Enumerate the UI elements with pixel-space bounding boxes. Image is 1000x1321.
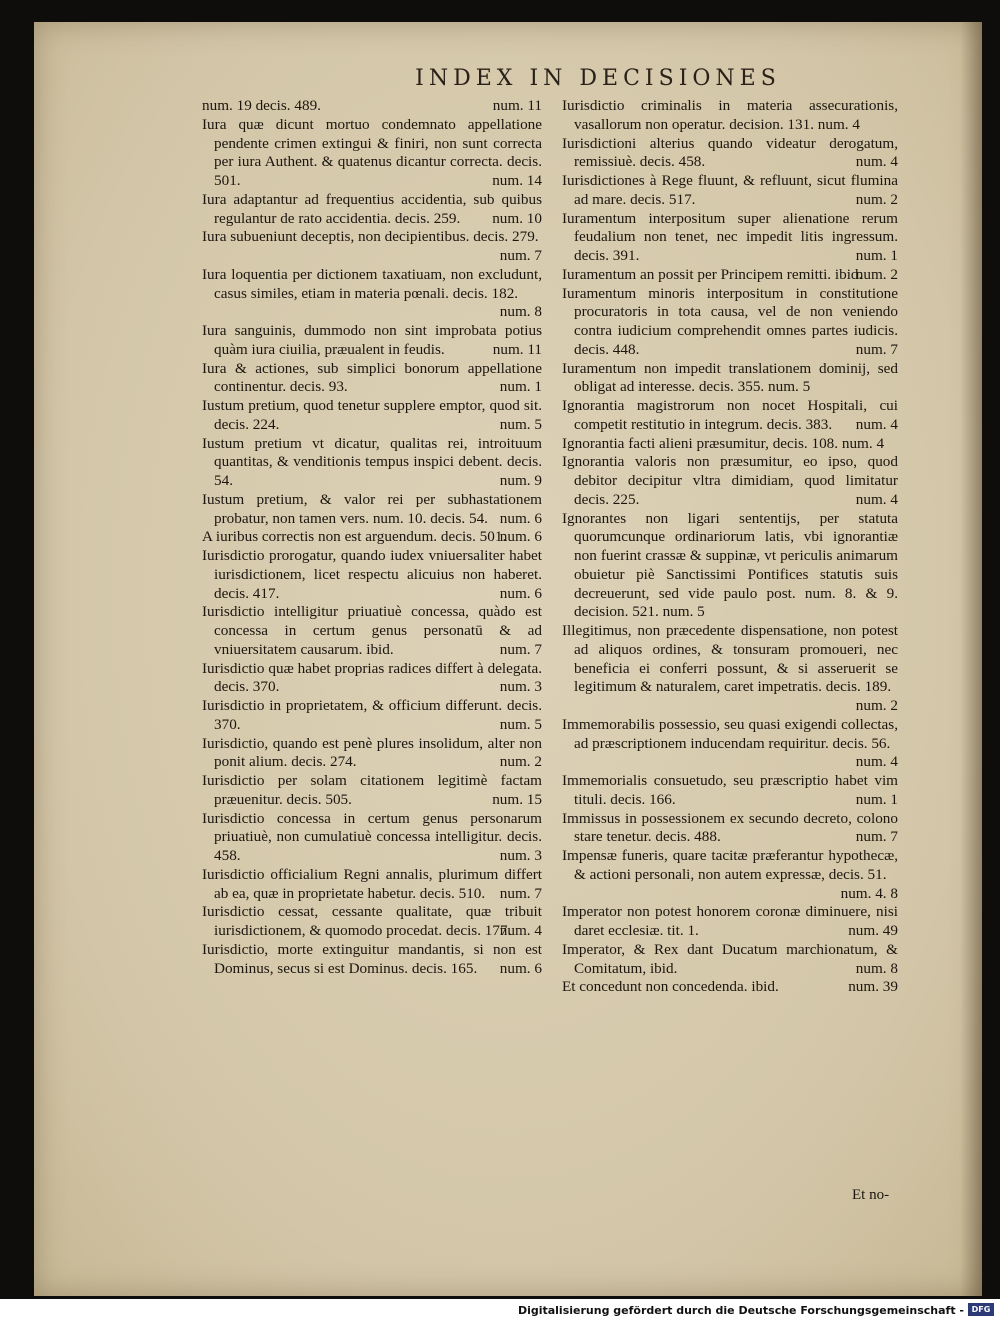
index-entry: [562, 903, 898, 941]
index-entry-number: num. 7: [855, 828, 898, 846]
index-entry: [202, 191, 542, 229]
page-spine-shadow: [960, 22, 982, 1296]
index-entry-text: Iustum pretium, & valor rei per subhastationem probatur, non tamen vers. num. 10. decis. 54.: [202, 490, 542, 527]
index-entry-number: num. 8: [855, 959, 898, 977]
index-entry-number: num. 1: [499, 378, 542, 396]
index-entry-text: Iura subueniunt deceptis, non decipientibus. decis. 279.: [202, 228, 539, 246]
index-entry-text: Iurisdictio prorogatur, quando iudex vniuersaliter habet iurisdictionem, licet respectu alicuius non haberet. decis. 417.: [202, 547, 542, 602]
index-entry-text: Iuramentum an possit per Principem remitti. ibid.: [562, 265, 863, 283]
index-entry-number: num. 2: [855, 190, 898, 208]
index-entry-text: Illegitimus, non præcedente dispensatione, non potest ad aliquos ordines, & tonsuram promoueri, nec beneficia ei conferri possunt, & si asseruerit se legitimum & naturalem, caret impetratis. decis. 189.: [562, 622, 898, 696]
index-entry-text: Iura quæ dicunt mortuo condemnato appellatione pendente crimen extingui & finiri, non sunt correcta per iura Authent. & quatenus dicantur correcta. decis. 501.: [202, 115, 542, 189]
index-entry-number: num. 4: [855, 415, 898, 433]
index-entry: [202, 322, 542, 360]
index-entry-text: Iura loquentia per dictionem taxatiuam, non excludunt, casus similes, etiam in materia pœnali. decis. 182.: [202, 265, 542, 302]
index-entry: [202, 360, 542, 398]
index-entry: [562, 285, 898, 360]
index-entry-number: num. 39: [848, 978, 898, 996]
index-entry: [562, 772, 898, 810]
index-entry: [562, 360, 898, 398]
index-entry-text: Iurisdictio quæ habet proprias radices differt à delegata. decis. 370.: [202, 659, 542, 696]
index-entry: [202, 697, 542, 735]
index-entry-number: num. 7: [855, 340, 898, 358]
index-entry-text: num. 19 decis. 489.: [202, 97, 321, 114]
footer-credit: Digitalisierung gefördert durch die Deutsche Forschungsgemeinschaft -: [517, 1304, 964, 1317]
index-entry-number: num. 6: [499, 959, 542, 977]
index-entry-text: Imperator, & Rex dant Ducatum marchionatum, & Comitatum, ibid.: [562, 940, 898, 977]
left-column: [202, 97, 542, 978]
index-entry-number: num. 1: [855, 247, 898, 264]
index-entry-number: num. 6: [499, 584, 542, 602]
index-entry-number: num. 2: [855, 697, 898, 714]
index-entry-number: num. 4. 8: [840, 884, 898, 902]
footer-bar: [0, 1299, 1000, 1321]
index-entry-text: Iurisdictiones à Rege fluunt, & refluunt, sicut flumina ad mare. decis. 517.: [562, 172, 898, 208]
index-entry-text: Iuramentum minoris interpositum in constitutione procuratoris in tota causa, vel de non veniendo contra iudicium comprehendit omnes partes iudicis. decis. 448.: [562, 284, 898, 358]
index-entry-number: num. 11: [492, 340, 542, 358]
index-entry: [562, 622, 898, 716]
index-entry: [202, 735, 542, 773]
index-entry: [562, 435, 898, 454]
index-entry-text: Iurisdictioni alterius quando videatur derogatum, remissiuè. decis. 458.: [562, 134, 898, 171]
index-entry-text: Iura & actiones, sub simplici bonorum appellatione continentur. decis. 93.: [202, 359, 542, 396]
index-entry: [202, 772, 542, 810]
index-entry: [562, 135, 898, 173]
index-entry: [562, 510, 898, 623]
index-entry-text: Ignorantia magistrorum non nocet Hospitali, cui competit restitutio in integrum. decis. 383.: [562, 397, 898, 433]
index-entry: [202, 397, 542, 435]
index-entry-text: Immemorialis consuetudo, seu præscriptio habet vim tituli. decis. 166.: [562, 772, 898, 808]
index-entry-text: Iurisdictio, morte extinguitur mandantis, si non est Dominus, secus si est Dominus. decis. 165.: [202, 940, 542, 977]
index-entry-text: Iuramentum non impedit translationem dominij, sed obligat ad interesse. decis. 355. num. 5: [562, 359, 898, 396]
index-entry-text: A iuribus correctis non est arguendum. decis. 501.: [202, 528, 507, 546]
index-entry-text: Iurisdictio cessat, cessante qualitate, quæ tribuit iurisdictionem, & quomodo procedat. decis. 177.: [202, 903, 542, 939]
index-entry-text: Ignorantia valoris non præsumitur, eo ipso, quod debitor decipitur vltra dimidiam, quod limitatur decis. 225.: [562, 453, 898, 508]
index-entry-number: num. 8: [499, 303, 542, 321]
index-entry: [562, 978, 898, 997]
index-entry-number: num. 9: [499, 472, 542, 489]
index-entry: [562, 847, 898, 903]
index-entry: [562, 941, 898, 979]
index-entry: [562, 266, 898, 285]
index-entry: [562, 716, 898, 772]
index-entry-number: num. 4: [499, 922, 542, 939]
index-entry: [202, 435, 542, 491]
index-entry-text: Iurisdictio intelligitur priuatiuè concessa, quàdo est concessa in certum genus personatū & ad vniuersitatem causarum. ibid.: [202, 603, 542, 658]
index-entry-text: Iurisdictio per solam citationem legitimè factam præuenitur. decis. 505.: [202, 772, 542, 808]
index-entry: [202, 547, 542, 603]
index-entry: [202, 97, 542, 116]
index-entry-text: Iurisdictio criminalis in materia assecurationis, vasallorum non operatur. decision. 131. num. 4: [562, 97, 898, 133]
index-entry-text: Impensæ funeris, quare tacitæ præferantur hypothecæ, & actioni personali, non autem expressæ, decis. 51.: [562, 847, 898, 883]
index-entry: [202, 228, 542, 266]
index-entry-number: num. 4: [855, 153, 898, 171]
index-entry-number: num. 2: [855, 265, 898, 283]
index-entry-number: num. 7: [499, 247, 542, 264]
index-entry-number: num. 3: [499, 678, 542, 696]
index-entry-number: num. 11: [492, 97, 542, 114]
index-entry-text: Ignorantia facti alieni præsumitur, decis. 108. num. 4: [562, 434, 885, 452]
index-entry: [202, 528, 542, 547]
index-entry-text: Iurisdictio, quando est penè plures insolidum, alter non ponit alium. decis. 274.: [202, 734, 542, 771]
index-entry-number: num. 1: [855, 790, 898, 808]
index-entry: [202, 903, 542, 941]
index-entry-text: Immissus in possessionem ex secundo decreto, colono stare tenetur. decis. 488.: [562, 809, 898, 846]
index-entry-text: Iuramentum interpositum super alienatione rerum feudalium non tenet, nec impedit litis ingressum. decis. 391.: [562, 209, 898, 264]
index-entry: [562, 172, 898, 210]
index-entry: [202, 660, 542, 698]
index-entry-text: Iurisdictio in proprietatem, & officium differunt. decis. 370.: [202, 697, 542, 733]
catchword: Et no-: [852, 1187, 890, 1203]
index-entry-text: Iustum pretium, quod tenetur supplere emptor, quod sit. decis. 224.: [202, 397, 542, 433]
index-entry-text: Imperator non potest honorem coronæ diminuere, nisi daret ecclesiæ. tit. 1.: [562, 903, 898, 939]
index-entry: [202, 941, 542, 979]
index-entry-text: Iurisdictio officialium Regni annalis, plurimum differt ab ea, quæ in proprietate habetur. decis. 510.: [202, 865, 542, 902]
running-head: INDEX IN DECISIONES: [415, 66, 781, 91]
index-entry-text: Iura sanguinis, dummodo non sint improbata potius quàm iura ciuilia, præualent in feudis.: [202, 322, 542, 358]
index-entry: [562, 97, 898, 135]
index-entry-number: num. 15: [492, 790, 542, 808]
index-entry-text: Iurisdictio concessa in certum genus personarum priuatiuè, non cumulatiuè concessa intelligitur. decis. 458.: [202, 809, 542, 864]
index-entry-text: Iura adaptantur ad frequentius accidentia, sub quibus regulantur de rato accidentia. decis. 259.: [202, 190, 542, 227]
index-entry-number: num. 7: [499, 884, 542, 902]
index-entry-text: Ignorantes non ligari sententijs, per statuta quorumcunque ordinariorum latis, vbi ignorantiæ non fuerint crassæ & suppinæ, vt periculis animarum obuietur piè Sanctissimi Pontifices statutis suis decreuerunt, sed vide paulo post. num. 8. & 9. decision. 521. num. 5: [562, 509, 898, 621]
index-entry: [562, 210, 898, 266]
index-entry: [562, 810, 898, 848]
index-entry-number: num. 10: [492, 209, 542, 227]
index-entry-number: num. 49: [848, 922, 898, 939]
index-entry-number: num. 4: [855, 490, 898, 508]
index-entry-text: Et concedunt non concedenda. ibid.: [562, 978, 779, 996]
index-entry-number: num. 6: [499, 509, 542, 527]
index-entry-text: Immemorabilis possessio, seu quasi exigendi collectas, ad præscriptionem inducendam requiritur. decis. 56.: [562, 715, 898, 752]
index-entry-number: num. 5: [499, 715, 542, 733]
dfg-logo-icon: DFG: [968, 1303, 994, 1316]
index-entry: [562, 453, 898, 509]
index-entry-number: num. 3: [499, 847, 542, 864]
index-entry: [202, 810, 542, 866]
book-page: [34, 22, 982, 1296]
index-entry-number: num. 6: [499, 528, 542, 546]
index-entry: [202, 866, 542, 904]
right-column: [562, 97, 898, 997]
index-entry: [202, 266, 542, 322]
index-entry-number: num. 4: [855, 753, 898, 771]
index-entry-number: num. 2: [499, 753, 542, 771]
index-entry-number: num. 7: [499, 640, 542, 658]
index-entry: [202, 116, 542, 191]
index-entry: [202, 603, 542, 659]
index-entry: [562, 397, 898, 435]
index-entry-text: Iustum pretium vt dicatur, qualitas rei, introituum quantitas, & venditionis tempus inspici debent. decis. 54.: [202, 434, 542, 489]
index-entry-number: num. 14: [492, 172, 542, 189]
index-entry-number: num. 5: [499, 415, 542, 433]
index-entry: [202, 491, 542, 529]
